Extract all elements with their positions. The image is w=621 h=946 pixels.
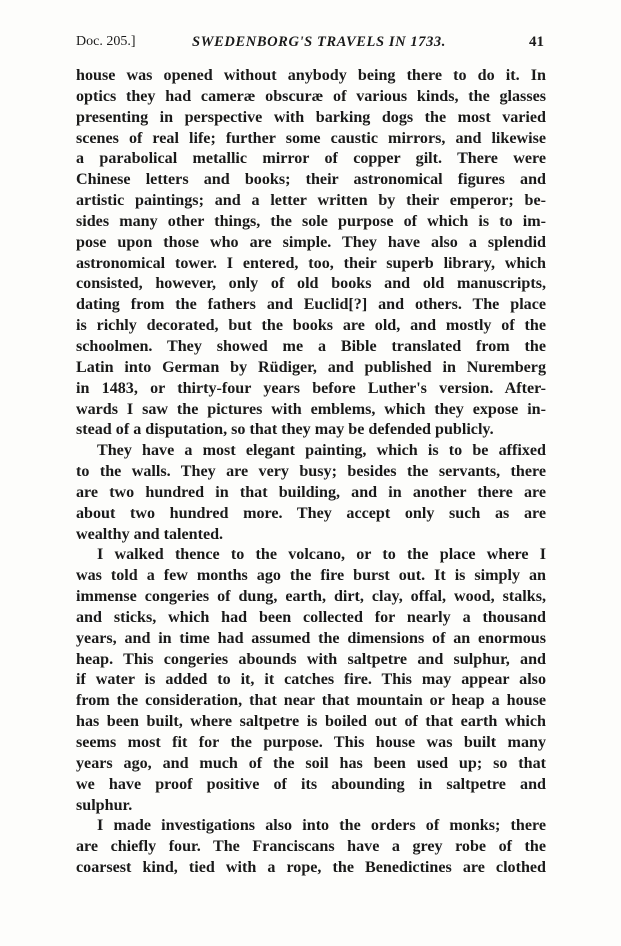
text-line: seems most fit for the purpose. This house was built many [76,734,546,751]
paragraph-2 [76,441,546,545]
text-line: in 1483, or thirty-four years before Luther's version. After- [76,379,546,397]
text-line: from the consideration, that near that mountain or heap a house [76,692,546,710]
text-line: presenting in perspective with barking dogs the most varied [76,108,546,126]
page-body-text [76,66,546,879]
text-line: are two hundred in that building, and in another there are [76,483,546,501]
running-title: SWEDENBORG'S TRAVELS IN 1733. [191,34,447,50]
text-line: sulphur. [76,796,133,814]
text-line: optics they had cameræ obscuræ of various kinds, the glasses [76,87,546,105]
text-line: years, and in time had assumed the dimensions of an enormous [76,629,546,647]
text-line: was told a few months ago the fire burst out. It is simply an [76,567,546,585]
text-line: wealthy and talented. [76,525,224,543]
text-line: and sticks, which had been collected for nearly a thousand [76,608,546,626]
text-line: is richly decorated, but the books are old, and mostly of the [76,317,546,335]
text-line: a parabolical metallic mirror of copper gilt. There were [76,150,546,168]
text-line: I walked thence to the volcano, or to the place where I [97,546,546,564]
text-line: wards I saw the pictures with emblems, which they expose in- [76,400,546,418]
text-line: dating from the fathers and Euclid[?] and others. The place [76,296,546,314]
text-line: schoolmen. They showed me a Bible translated from the [76,337,546,355]
text-line: coarsest kind, tied with a rope, the Benedictines are clothed [76,859,546,877]
text-line: sides many other things, the sole purpose of which is to im- [76,212,546,230]
text-line: Chinese letters and books; their astronomical figures and [76,171,546,189]
text-line: astronomical tower. I entered, too, their superb library, which [76,254,546,272]
text-line: years ago, and much of the soil has been used up; so that [76,754,546,772]
paragraph-4 [76,816,546,879]
text-line: about two hundred more. They accept only such as are [76,504,546,522]
text-line: if water is added to it, it catches fire. This may appear also [76,671,546,689]
text-line: has been built, where saltpetre is boiled out of that earth which [76,713,546,731]
text-line: I made investigations also into the orders of monks; there [97,817,546,835]
text-line: to the walls. They are very busy; besides the servants, there [76,463,546,481]
text-line: heap. This congeries abounds with saltpetre and sulphur, and [76,650,546,668]
text-line: immense congeries of dung, earth, dirt, clay, offal, wood, stalks, [76,588,546,606]
running-header [76,34,544,56]
text-line: Latin into German by Rüdiger, and published in Nuremberg [76,358,546,376]
text-line: we have proof positive of its abounding in saltpetre and [76,775,546,793]
paragraph-3 [76,545,546,816]
text-line: house was opened without anybody being there to do it. In [76,67,546,84]
text-line: pose upon those who are simple. They have also a splendid [76,233,546,251]
document-reference: Doc. 205.] [76,34,136,49]
text-line: stead of a disputation, so that they may be defended publicly. [76,421,494,439]
text-line: are chiefly four. The Franciscans have a grey robe of the [76,838,546,856]
text-line: consisted, however, only of old books and old manuscripts, [76,275,546,293]
page-number: 41 [529,34,544,50]
text-line: artistic paintings; and a letter written by their emperor; be- [76,192,546,210]
text-line: scenes of real life; further some caustic mirrors, and likewise [76,129,546,147]
text-line: They have a most elegant painting, which is to be affixed [97,442,546,460]
paragraph-1 [76,66,546,441]
